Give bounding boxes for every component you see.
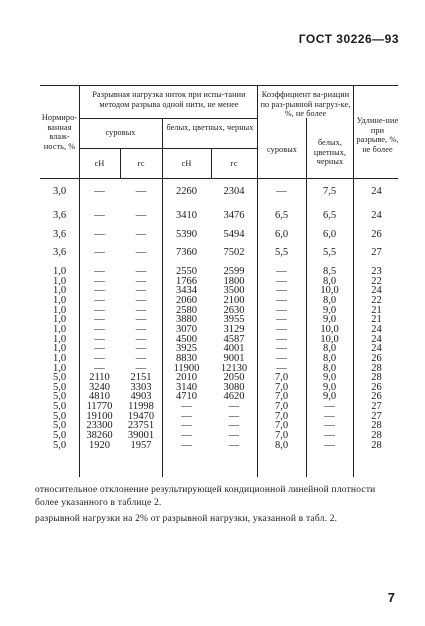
table-cell: — — [94, 362, 105, 374]
table-cell: 24 — [371, 343, 382, 355]
table-cell: — — [228, 410, 240, 422]
table-cell: — — [135, 285, 147, 297]
table-cell: 27 — [371, 410, 382, 422]
table-cell: — — [94, 285, 105, 297]
table-cell: — — [94, 343, 105, 355]
table-cell: 39001 — [127, 430, 155, 442]
table-cell: 5,0 — [52, 381, 67, 393]
table-cell: 3,6 — [52, 210, 67, 221]
table-cell: 28 — [371, 372, 382, 384]
table-cell: — — [276, 323, 287, 335]
table-cell: 6,5 — [274, 210, 289, 221]
table-cell: 10,0 — [320, 323, 339, 335]
table-cell: — — [181, 439, 192, 451]
table-cell: 5,0 — [52, 420, 67, 432]
table-cell: — — [94, 247, 105, 258]
table-cell: 3476 — [223, 210, 245, 221]
table-cell: 5,0 — [52, 401, 67, 413]
col-header-breaking-load: Разрывная нагрузка ниток при испы-тании методом разрыва одной нити, не менее — [92, 90, 246, 109]
table-cell: 5,5 — [322, 247, 337, 258]
table-cell: 6,0 — [322, 229, 337, 240]
table-cell: 4810 — [89, 391, 110, 403]
table-cell: 1957 — [130, 439, 152, 451]
unit-gs: гс — [230, 159, 238, 168]
table-cell: 3500 — [223, 285, 245, 297]
table-cell: — — [276, 343, 287, 355]
table-cell: 4710 — [176, 391, 197, 403]
table-cell: 1,0 — [52, 294, 67, 306]
table-cell: 3303 — [130, 381, 152, 393]
table-cell: 7,0 — [274, 391, 289, 403]
table-cell: 12130 — [220, 362, 248, 374]
table-cell: 26 — [371, 352, 382, 364]
table-cell: 4903 — [130, 391, 152, 403]
table-cell: 3,0 — [52, 186, 67, 197]
table-cell: 24 — [371, 186, 382, 197]
table-cell: — — [94, 352, 105, 364]
table-cell: 3925 — [176, 343, 197, 355]
table-cell: 27 — [371, 247, 382, 258]
table-cell: 10,0 — [320, 333, 339, 345]
table-cell: 1,0 — [52, 362, 67, 374]
table-cell: 1,0 — [52, 343, 67, 355]
table-cell: — — [276, 294, 287, 306]
table-cell: 2060 — [176, 294, 197, 306]
table-cell: 9,0 — [322, 372, 337, 384]
col-header-elongation: Удлине-ние при разрыве, %, не более — [356, 116, 399, 154]
table-cell: 5,0 — [52, 391, 67, 403]
table-cell: 2110 — [89, 372, 110, 384]
table-cell: — — [135, 229, 147, 240]
table-cell: 23 — [371, 266, 382, 277]
table-cell: — — [94, 266, 105, 277]
table-cell: 9,0 — [322, 304, 337, 316]
table-cell: 3129 — [223, 323, 245, 335]
table-cell: — — [135, 352, 147, 364]
table-cell: 8,0 — [322, 362, 337, 374]
footer-line: относительное отклонение результирующей кондиционной линейной плотности — [35, 485, 376, 495]
table-cell: — — [135, 314, 147, 326]
table-cell: — — [276, 266, 287, 277]
table-cell: 6,0 — [274, 229, 289, 240]
table-cell: — — [94, 323, 105, 335]
header-bottom-border — [40, 178, 398, 179]
table-cell: 26 — [371, 391, 382, 403]
table-cell: 7502 — [223, 247, 245, 258]
table-cell: 7,0 — [274, 420, 289, 432]
table-cell: 8,0 — [322, 352, 337, 364]
table-cell: — — [135, 343, 147, 355]
table-cell: — — [324, 420, 335, 432]
table-cell: 8,5 — [322, 266, 337, 277]
table-cell: — — [135, 304, 147, 316]
table-cell: 9,0 — [322, 314, 337, 326]
table-cell: 1,0 — [52, 266, 67, 277]
table-cell: 2630 — [223, 304, 245, 316]
subheader-divider — [79, 148, 257, 149]
table-cell: 5,0 — [52, 410, 67, 422]
table-cell: 8,0 — [322, 294, 337, 306]
table-cell: — — [276, 275, 287, 287]
table-cell: 3955 — [223, 314, 245, 326]
subheader-raw: суровых — [105, 128, 136, 137]
table-cell: 10,0 — [320, 285, 339, 297]
table-cell: 1,0 — [52, 333, 67, 345]
table-cell: 5,5 — [274, 247, 289, 258]
table-cell: 11900 — [173, 362, 200, 374]
table-cell: 27 — [371, 401, 382, 413]
table-cell: — — [181, 401, 192, 413]
table-cell: 4001 — [223, 343, 245, 355]
table-cell: 5390 — [176, 229, 197, 240]
table-cell: 1766 — [176, 275, 197, 287]
table-cell: — — [135, 247, 147, 258]
table-cell: — — [181, 410, 192, 422]
table-cell: — — [135, 323, 147, 335]
subheader-white-colored-black: белых, цветных, черных — [166, 123, 254, 132]
table-cell: 21 — [371, 304, 382, 316]
table-cell: 9001 — [223, 352, 245, 364]
table-cell: 1920 — [89, 439, 110, 451]
table-cell: — — [135, 294, 147, 306]
table-cell: 2304 — [223, 186, 245, 197]
subheader-coef-raw: суровых — [267, 145, 297, 154]
table-cell: 28 — [371, 420, 382, 432]
table-cell: 1,0 — [52, 352, 67, 364]
table-cell: — — [276, 285, 287, 297]
table-cell: — — [94, 210, 105, 221]
table-cell: 3880 — [176, 314, 197, 326]
page-number: 7 — [387, 590, 395, 605]
table-cell: 1,0 — [52, 275, 67, 287]
table-cell: 26 — [371, 229, 382, 240]
table-cell: 3,6 — [52, 229, 67, 240]
table-cell: 7,0 — [274, 410, 289, 422]
table-cell: 5,0 — [52, 439, 67, 451]
col-header-variation-coef: Коэффициент ва-риации по раз-рывной нагруз-ке, %, не более — [260, 90, 351, 118]
table-cell: 2550 — [176, 266, 197, 277]
table-cell: 4587 — [223, 333, 245, 345]
table-cell: — — [276, 304, 287, 316]
table-cell: — — [324, 439, 335, 451]
table-cell: 28 — [371, 439, 382, 451]
unit-gs: гс — [137, 159, 145, 168]
table-cell: 24 — [371, 323, 382, 335]
table-cell: 5,0 — [52, 430, 67, 442]
unit-cn: сН — [181, 159, 192, 168]
table-cell: 3410 — [176, 210, 197, 221]
table-cell: — — [228, 430, 240, 442]
table-cell: — — [135, 266, 147, 277]
table-cell: 7360 — [176, 247, 197, 258]
table-cell: 7,0 — [274, 401, 289, 413]
table-cell: 2260 — [176, 186, 197, 197]
table-cell: 8,0 — [274, 439, 289, 451]
table-cell: 23300 — [86, 420, 113, 432]
table-cell: 5494 — [223, 229, 245, 240]
table-cell: 2010 — [176, 372, 197, 384]
table-cell: — — [276, 352, 287, 364]
table-cell: 21 — [371, 314, 382, 326]
table-cell: — — [324, 401, 335, 413]
table-cell: 11998 — [128, 401, 154, 413]
table-cell: 24 — [371, 210, 382, 221]
table-cell: — — [181, 430, 192, 442]
table-cell: 2580 — [176, 304, 197, 316]
table-cell: — — [276, 362, 287, 374]
table-cell: 3140 — [176, 381, 197, 393]
table-cell: 8,0 — [322, 275, 337, 287]
table-cell: — — [135, 275, 147, 287]
table-cell: — — [324, 410, 335, 422]
table-cell: 22 — [371, 294, 382, 306]
table-cell: 3070 — [176, 323, 197, 335]
footer-line: разрывной нагрузки на 2% от разрывной нагрузки, указанной в табл. 2. — [35, 514, 338, 524]
table-cell: 1800 — [223, 275, 245, 287]
table-cell: 7,0 — [274, 372, 289, 384]
table-cell: 7,5 — [322, 186, 337, 197]
table-cell: 3080 — [223, 381, 245, 393]
table-cell: 3240 — [89, 381, 110, 393]
table-cell: 2050 — [223, 372, 245, 384]
table-cell: 2100 — [223, 294, 245, 306]
table-cell: 9,0 — [322, 391, 337, 403]
table-cell: — — [94, 333, 105, 345]
table-cell: — — [228, 420, 240, 432]
subheader-coef-white: белых, цветных, черных — [313, 138, 347, 166]
table-top-border — [40, 85, 398, 86]
table-cell: 11770 — [86, 401, 113, 413]
col-header-humidity: Нормиро-ванная влаж-ность, % — [41, 113, 78, 151]
table-cell: 3434 — [176, 285, 197, 297]
standard-header: ГОСТ 30226—93 — [298, 32, 399, 46]
table-cell: 28 — [371, 430, 382, 442]
table-cell: 4620 — [223, 391, 245, 403]
table-cell: 38260 — [86, 430, 113, 442]
table-cell: — — [276, 186, 287, 197]
table-cell: 2151 — [130, 372, 152, 384]
table-cell: 1,0 — [52, 304, 67, 316]
table-cell: 1,0 — [52, 323, 67, 335]
table-cell: 28 — [371, 362, 382, 374]
table-cell: — — [94, 304, 105, 316]
table-cell: — — [94, 229, 105, 240]
unit-cn: сН — [94, 159, 105, 168]
table-cell: 3,6 — [52, 247, 67, 258]
table-cell: 26 — [371, 381, 382, 393]
table-cell: — — [135, 333, 147, 345]
table-cell: — — [94, 275, 105, 287]
table-cell: 19470 — [127, 410, 155, 422]
table-cell: — — [276, 333, 287, 345]
table-cell: 1,0 — [52, 314, 67, 326]
table-cell: — — [135, 186, 147, 197]
subheader-divider — [79, 118, 257, 119]
table-cell: 24 — [371, 285, 382, 297]
table-cell: — — [228, 439, 240, 451]
table-cell: — — [181, 420, 192, 432]
table-cell: — — [94, 294, 105, 306]
table-cell: — — [135, 362, 147, 374]
table-cell: — — [276, 314, 287, 326]
table-cell: — — [94, 314, 105, 326]
table-cell: 6,5 — [322, 210, 337, 221]
table-cell: — — [324, 430, 335, 442]
table-cell: 23751 — [127, 420, 155, 432]
table-cell: 22 — [371, 275, 382, 287]
footer-line: более указанного в таблице 2. — [35, 498, 162, 508]
table-cell: — — [228, 401, 240, 413]
table-cell: 2599 — [223, 266, 245, 277]
table-cell: 7,0 — [274, 381, 289, 393]
table-cell: 7,0 — [274, 430, 289, 442]
table-cell: — — [94, 186, 105, 197]
table-cell: 19100 — [86, 410, 113, 422]
table-cell: 4500 — [176, 333, 197, 345]
table-cell: 9,0 — [322, 381, 337, 393]
table-cell: 8,0 — [322, 343, 337, 355]
table-cell: — — [135, 210, 147, 221]
table-cell: 8830 — [176, 352, 197, 364]
table-cell: 5,0 — [52, 372, 67, 384]
table-cell: 1,0 — [52, 285, 67, 297]
table-cell: 24 — [371, 333, 382, 345]
